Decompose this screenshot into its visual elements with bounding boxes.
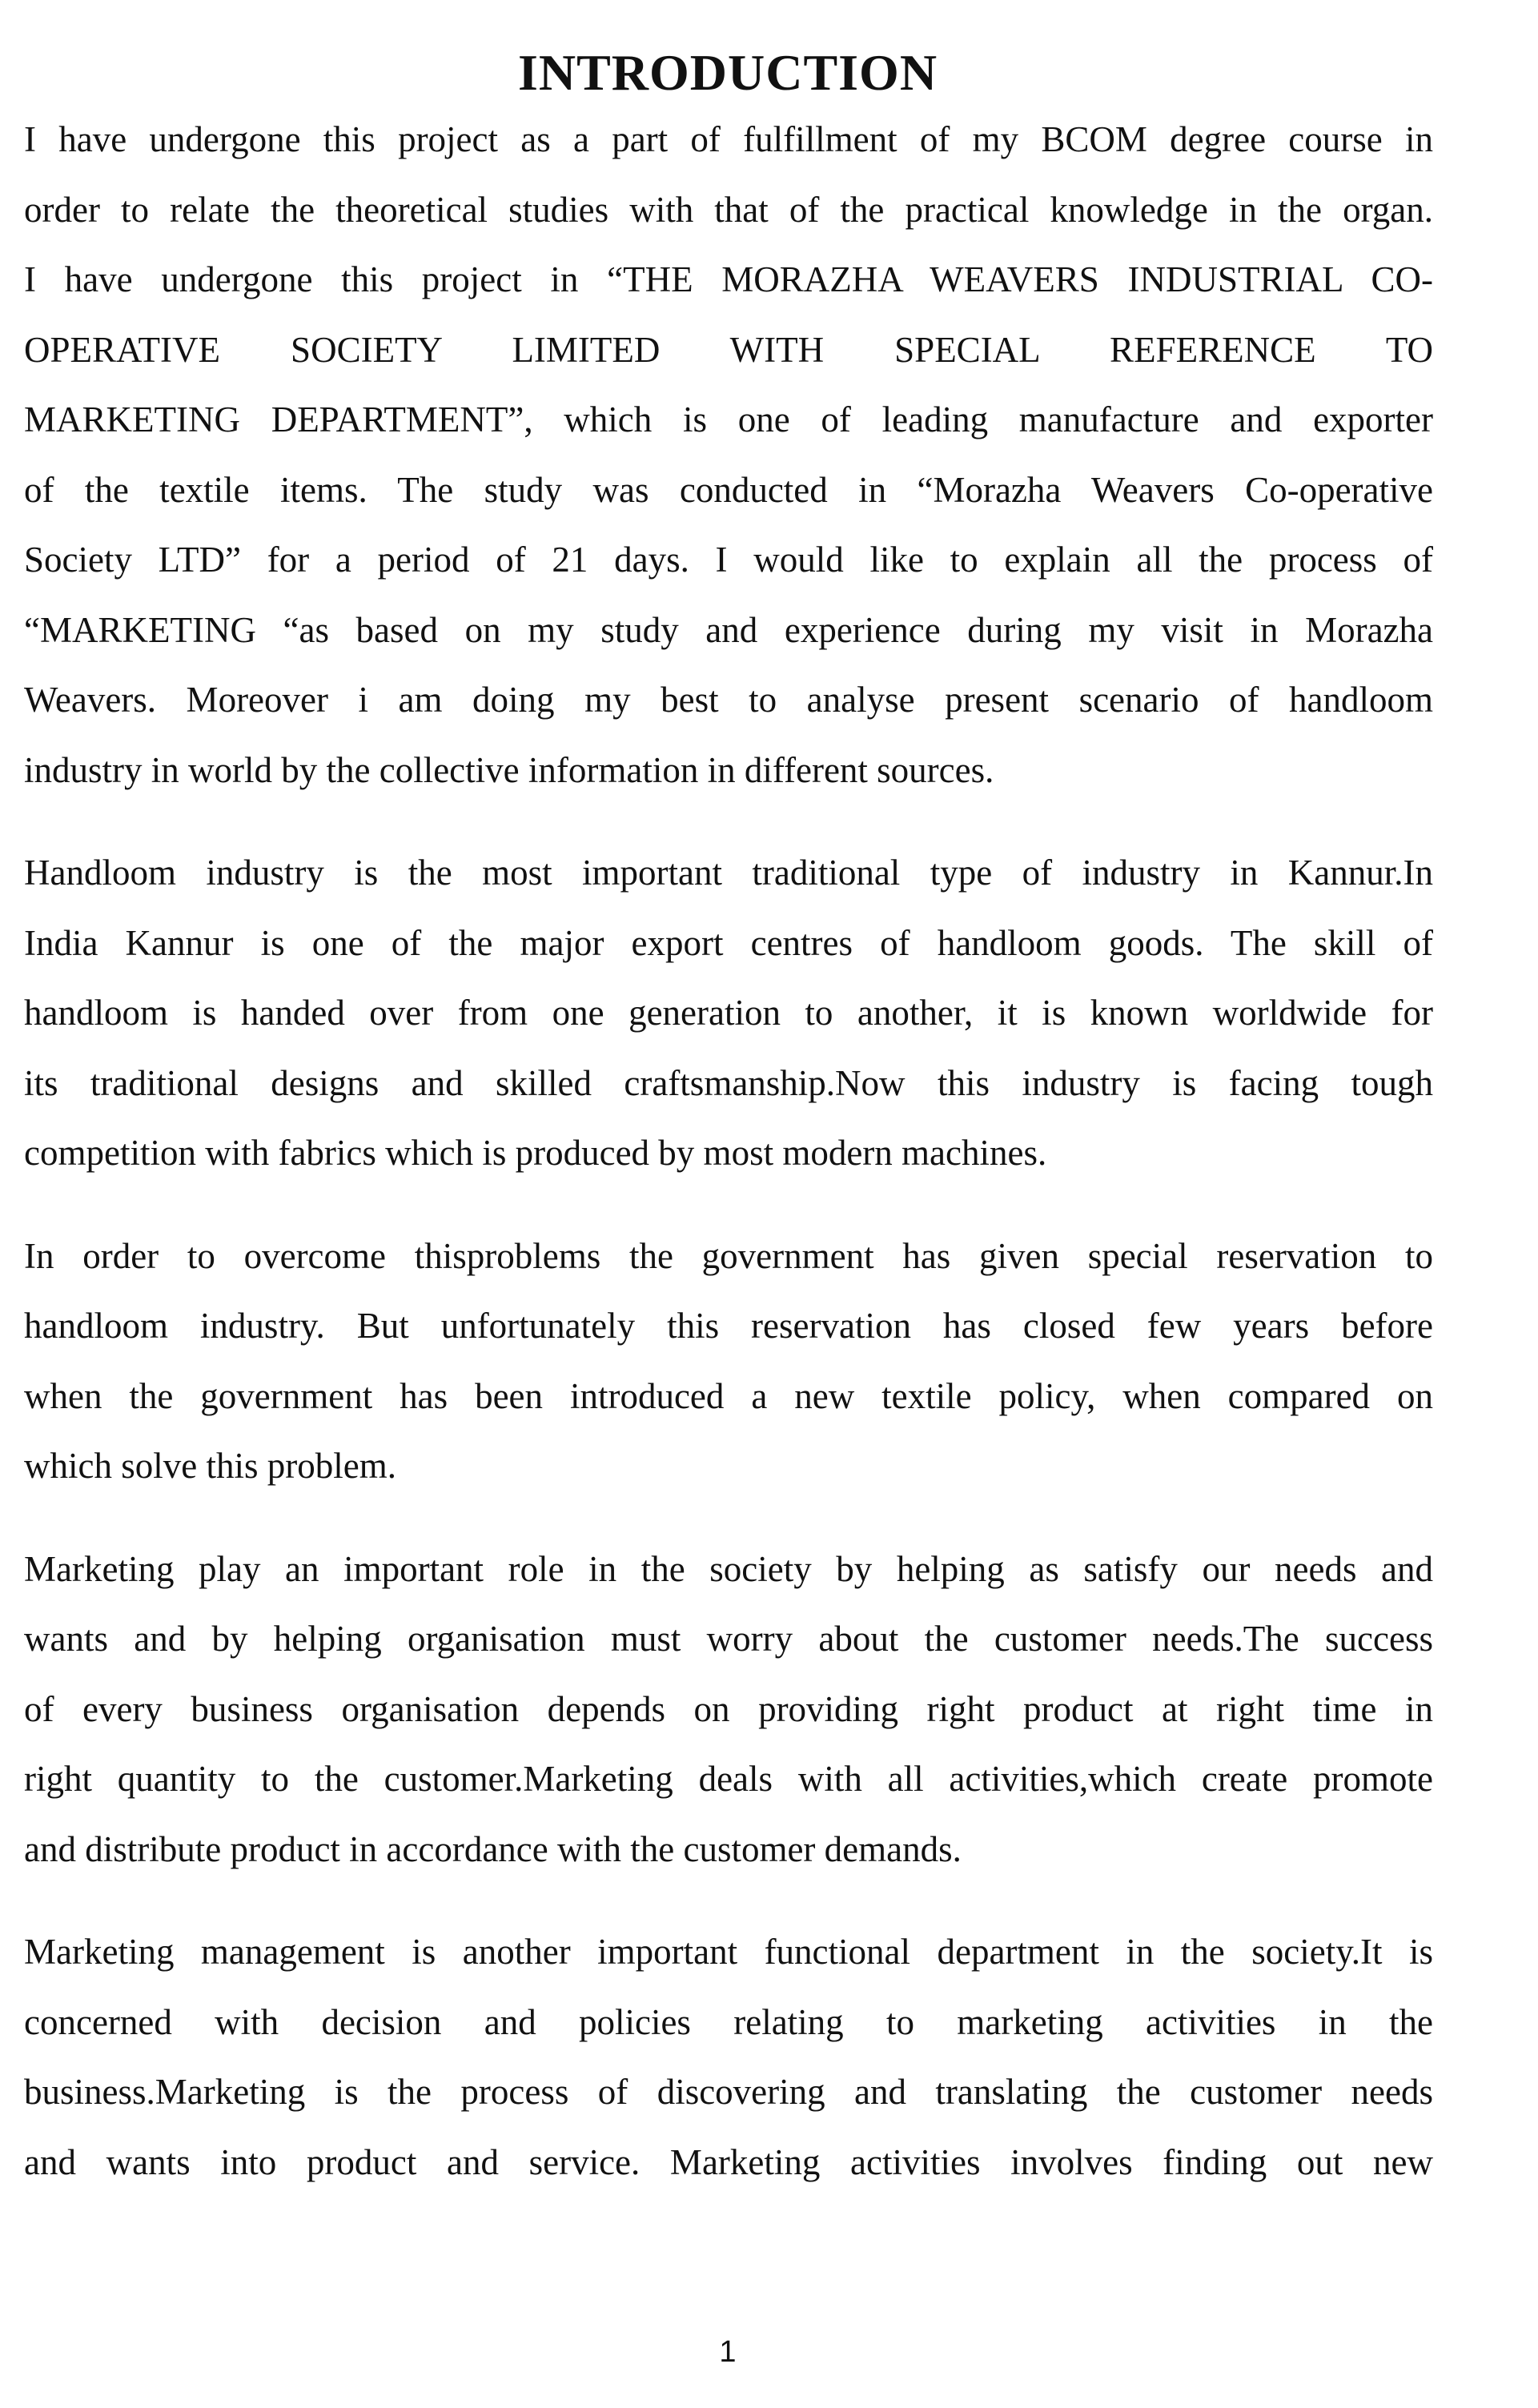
text-line: right quantity to the customer.Marketing deals with all activities,which create promote	[24, 1759, 1433, 1799]
paragraph-2	[24, 838, 1433, 1189]
text-line: Marketing play an important role in the society by helping as satisfy our needs and	[24, 1548, 1433, 1589]
text-line: OPERATIVE SOCIETY LIMITED WITH SPECIAL REFERENCE TO	[24, 329, 1433, 370]
paragraph-5	[24, 1917, 1433, 2197]
text-line: I have undergone this project in “THE MORAZHA WEAVERS INDUSTRIAL CO-	[24, 259, 1433, 299]
text-line: its traditional designs and skilled craftsmanship.Now this industry is facing tough	[24, 1062, 1433, 1103]
text-line: Weavers. Moreover i am doing my best to analyse present scenario of handloom	[24, 680, 1433, 720]
text-line: of every business organisation depends on providing right product at right time in	[24, 1688, 1433, 1729]
paragraph-1	[24, 105, 1433, 805]
text-line: I have undergone this project as a part of fulfillment of my BCOM degree course in	[24, 119, 1433, 159]
text-line: India Kannur is one of the major export centres of handloom goods. The skill of	[24, 922, 1433, 963]
text-line: business.Marketing is the process of discovering and translating the customer needs	[24, 2072, 1433, 2112]
text-line: concerned with decision and policies relating to marketing activities in the	[24, 2001, 1433, 2042]
paragraph-3	[24, 1222, 1433, 1502]
text-line: Marketing management is another important functional department in the society.It is	[24, 1932, 1433, 1972]
body-text	[24, 105, 1433, 2230]
text-line: industry in world by the collective information in different sources.	[24, 749, 994, 790]
text-line: handloom industry. But unfortunately this reservation has closed few years before	[24, 1306, 1433, 1346]
text-line: which solve this problem.	[24, 1446, 396, 1486]
text-line: “MARKETING “as based on my study and experience during my visit in Morazha	[24, 609, 1433, 650]
text-line: and distribute product in accordance with the customer demands.	[24, 1828, 962, 1869]
text-line: Handloom industry is the most important traditional type of industry in Kannur.In	[24, 853, 1433, 893]
text-line: In order to overcome thisproblems the government has given special reservation to	[24, 1235, 1433, 1276]
text-line: handloom is handed over from one generation to another, it is known worldwide for	[24, 993, 1433, 1033]
page-title: INTRODUCTION	[517, 43, 938, 101]
text-line: when the government has been introduced a new textile policy, when compared on	[24, 1375, 1433, 1416]
text-line: Society LTD” for a period of 21 days. I would like to explain all the process of	[24, 540, 1433, 580]
text-line: MARKETING DEPARTMENT”, which is one of leading manufacture and exporter	[24, 399, 1433, 439]
text-line: order to relate the theoretical studies with that of the practical knowledge in the organ.	[24, 189, 1433, 230]
text-line: competition with fabrics which is produced by most modern machines.	[24, 1133, 1047, 1173]
text-line: of the textile items. The study was conducted in “Morazha Weavers Co-operative	[24, 469, 1433, 510]
page-number: 1	[719, 2335, 737, 2369]
paragraph-4	[24, 1535, 1433, 1885]
text-line: and wants into product and service. Marketing activities involves finding out new	[24, 2141, 1433, 2182]
text-line: wants and by helping organisation must worry about the customer needs.The success	[24, 1619, 1433, 1659]
